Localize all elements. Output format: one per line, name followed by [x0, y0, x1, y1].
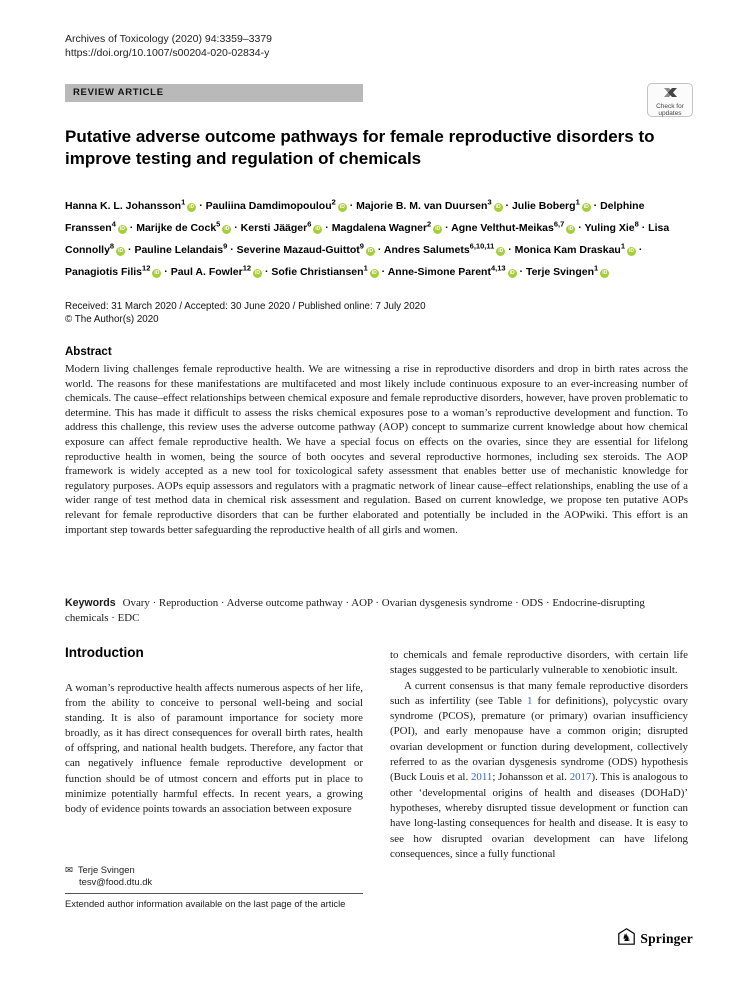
correspondence-email[interactable]: tesv@food.dtu.dk — [79, 876, 153, 887]
author-separator: · — [502, 199, 512, 212]
intro-right-paragraph-2 — [390, 679, 688, 863]
abstract-heading: Abstract — [65, 346, 112, 358]
citation-link[interactable]: 2011 — [470, 771, 493, 784]
orcid-icon[interactable]: iD — [602, 269, 608, 276]
intro-right-column — [390, 648, 688, 862]
orcid-icon[interactable]: iD — [509, 269, 515, 276]
author: Terje Svingen$^1$iD — [525, 263, 608, 278]
orcid-icon[interactable]: iD — [154, 269, 160, 276]
orcid-icon[interactable]: iD — [495, 203, 501, 210]
author: Lisa Connolly$^8$iD — [65, 221, 670, 256]
author-separator: · — [262, 265, 272, 278]
citation-link[interactable]: 2017 — [569, 771, 592, 784]
check-for-updates-button[interactable] — [647, 83, 693, 117]
orcid-icon[interactable]: iD — [119, 225, 125, 232]
body-text: ; Johansson et al. — [492, 771, 570, 784]
author-separator: · — [516, 265, 526, 278]
author: Andres Salumets$^{6,10,11}$iD — [383, 241, 504, 256]
author: Panagiotis Filis$^{12}$iD — [65, 263, 160, 278]
orcid-icon[interactable]: iD — [189, 203, 195, 210]
author: Agne Velthut-Meikas$^{6,7}$iD — [451, 219, 574, 234]
article-title: Putative adverse outcome pathways for female reproductive disorders to improve testing and regulation of chemicals — [65, 127, 655, 168]
author: Yuling Xie$^8$ — [584, 219, 639, 234]
author-separator: · — [196, 199, 206, 212]
orcid-icon[interactable]: iD — [629, 247, 635, 254]
author-separator: · — [575, 221, 585, 234]
author: Kersti Jääger$^6$iD — [240, 219, 321, 234]
author: Severine Mazaud-Guittot$^9$iD — [236, 241, 373, 256]
extended-author-info: Extended author information available on the last page of the article — [65, 898, 346, 909]
author-separator: · — [442, 221, 452, 234]
author-separator: · — [590, 199, 601, 212]
orcid-icon[interactable]: iD — [371, 269, 377, 276]
author-separator: · — [346, 199, 357, 212]
author: Delphine Franssen$^4$iD — [65, 199, 645, 234]
check-for-updates-label: Check for updates — [656, 102, 684, 117]
author: Magdalena Wagner$^2$iD — [331, 219, 441, 234]
article-dates: Received: 31 March 2020 / Accepted: 30 June 2020 / Published online: 7 July 2020 — [65, 301, 426, 312]
author-separator: · — [505, 243, 515, 256]
springer-knight-icon — [618, 928, 635, 950]
orcid-icon[interactable]: iD — [367, 247, 373, 254]
orcid-icon[interactable]: iD — [498, 247, 504, 254]
orcid-icon[interactable]: iD — [435, 225, 441, 232]
author-separator: · — [125, 243, 135, 256]
publisher-name: Springer — [640, 931, 693, 946]
author: Monica Kam Draskau$^1$iD — [514, 241, 635, 256]
orcid-icon[interactable]: iD — [224, 225, 230, 232]
section-heading-introduction: Introduction — [65, 645, 144, 660]
intro-right-paragraph-1: to chemicals and female reproductive disorders, with certain life stages suggested to be particularly vulnerable to xenobiotic insult. — [390, 649, 688, 677]
abstract-text: Modern living challenges female reproductive health. We are witnessing a rise in reproductive disorders and drop in birth rates across the world. The reasons for these manifestations are multifaceted and most likely include continuous exposure to an ever-increasing number of chemicals. The cause–effect relationships between chemical exposure and female reproductive disorders, however, have proven problematic to determine. This has made it difficult to assess the risks chemical exposures pose to a woman’s reproductive development and function. To address this challenge, this review uses the adverse outcome pathway (AOP) concept to summarize current knowledge about how chemical exposure can affect female reproductive health. We have a special focus on effects on the ovaries, since they are essential for lifelong reproductive health in women, being the source of both oocytes and several reproductive hormones, including sex steroids. The AOP framework is widely accepted as a new tool for toxicological safety assessment that enables better use of mechanistic knowledge for regulatory purposes. AOPs equip assessors and regulators with a pragmatic network of linear cause–effect relationships, enabling the use of a wider range of test method data in chemical risk assessment and regulation. Based on current knowledge, we propose ten putative AOPs relevant for female reproductive disorders that can be further elaborated and potentially be included in the AOPwiki. This effort is an important step towards better safeguarding the reproductive health of all girls and women. — [65, 363, 688, 536]
author: Hanna K. L. Johansson$^1$iD — [65, 197, 195, 212]
svg-text:♞: ♞ — [622, 933, 632, 945]
orcid-icon[interactable]: iD — [255, 269, 261, 276]
keywords-block — [65, 596, 688, 626]
footnote-divider — [65, 893, 363, 894]
author: Pauliina Damdimopoulou$^2$iD — [205, 197, 345, 212]
doi-link[interactable]: https://doi.org/10.1007/s00204-020-02834-y — [65, 47, 270, 59]
intro-left-column: A woman’s reproductive health affects numerous aspects of her life, from the ability to conceive to personal well-being and social standing. It is also of paramount importance for society more broadly, as it has direct consequences for overall birth rates, health of offspring, and national health budgets. Therefore, any factor that can negatively influence female reproductive development or function should be of utmost concern and efforts put in place to minimize potentially harmful effects. In recent years, a growing body of evidence points towards an association between exposure — [65, 682, 363, 815]
author: Marijke de Cock$^5$iD — [136, 219, 230, 234]
keywords-text: Ovary · Reproduction · Adverse outcome pathway · AOP · Ovarian dysgenesis syndrome · ODS · Endocrine-disrupting chemicals · EDC — [65, 597, 645, 624]
author: Majorie B. M. van Duursen$^3$iD — [356, 197, 501, 212]
journal-citation: Archives of Toxicology (2020) 94:3359–3379 — [65, 33, 273, 45]
author-separator: · — [378, 265, 388, 278]
correspondence-footnote — [65, 864, 363, 909]
author-separator: · — [227, 243, 237, 256]
correspondence-envelope-icon: ✉ — [65, 864, 73, 875]
author-separator: · — [638, 221, 649, 234]
orcid-icon[interactable]: iD — [568, 225, 574, 232]
crossmark-icon — [664, 84, 677, 102]
orcid-icon[interactable]: iD — [118, 247, 124, 254]
author: Anne-Simone Parent$^{4,13}$iD — [387, 263, 515, 278]
citation-link[interactable]: 1 — [526, 694, 533, 707]
orcid-icon[interactable]: iD — [583, 203, 589, 210]
author-list — [65, 193, 689, 281]
publisher-logo — [618, 928, 693, 950]
orcid-icon[interactable]: iD — [315, 225, 321, 232]
keywords-label: Keywords — [65, 597, 116, 609]
body-text: ). This is analogous to other ‘developmental origins of health and diseases (DOHaD)’ hypotheses, whereby disrupted tissue development or function can have long-lasting consequences for health and disease. It is easy to see how disrupted ovarian development can have lifelong consequences, since a fully functional — [390, 771, 688, 860]
body-text: A current consensus is that many female reproductive disorders such as infertility (see Table — [390, 679, 688, 707]
author-separator: · — [126, 221, 137, 234]
author-separator: · — [231, 221, 241, 234]
author-separator: · — [636, 243, 643, 256]
author-separator: · — [374, 243, 384, 256]
author: Pauline Lelandais$^9$ — [134, 241, 228, 256]
author-separator: · — [161, 265, 171, 278]
author: Sofie Christiansen$^1$iD — [271, 263, 377, 278]
correspondence-name: Terje Svingen — [77, 864, 135, 875]
author: Paul A. Fowler$^{12}$iD — [170, 263, 261, 278]
body-text: for definitions), polycystic ovary syndrome (PCOS), premature (or primary) ovarian insufficiency (POI), and early menopause have a common origin; disrupted ovarian development or function during development, collectively referred to as the ovarian dysgenesis syndrome (ODS) hypothesis (Buck Louis et al. — [390, 694, 688, 784]
orcid-icon[interactable]: iD — [339, 203, 345, 210]
article-type-banner: REVIEW ARTICLE — [65, 84, 363, 102]
author: Julie Boberg$^1$iD — [511, 197, 589, 212]
author-separator: · — [322, 221, 332, 234]
copyright-line: © The Author(s) 2020 — [65, 314, 159, 325]
